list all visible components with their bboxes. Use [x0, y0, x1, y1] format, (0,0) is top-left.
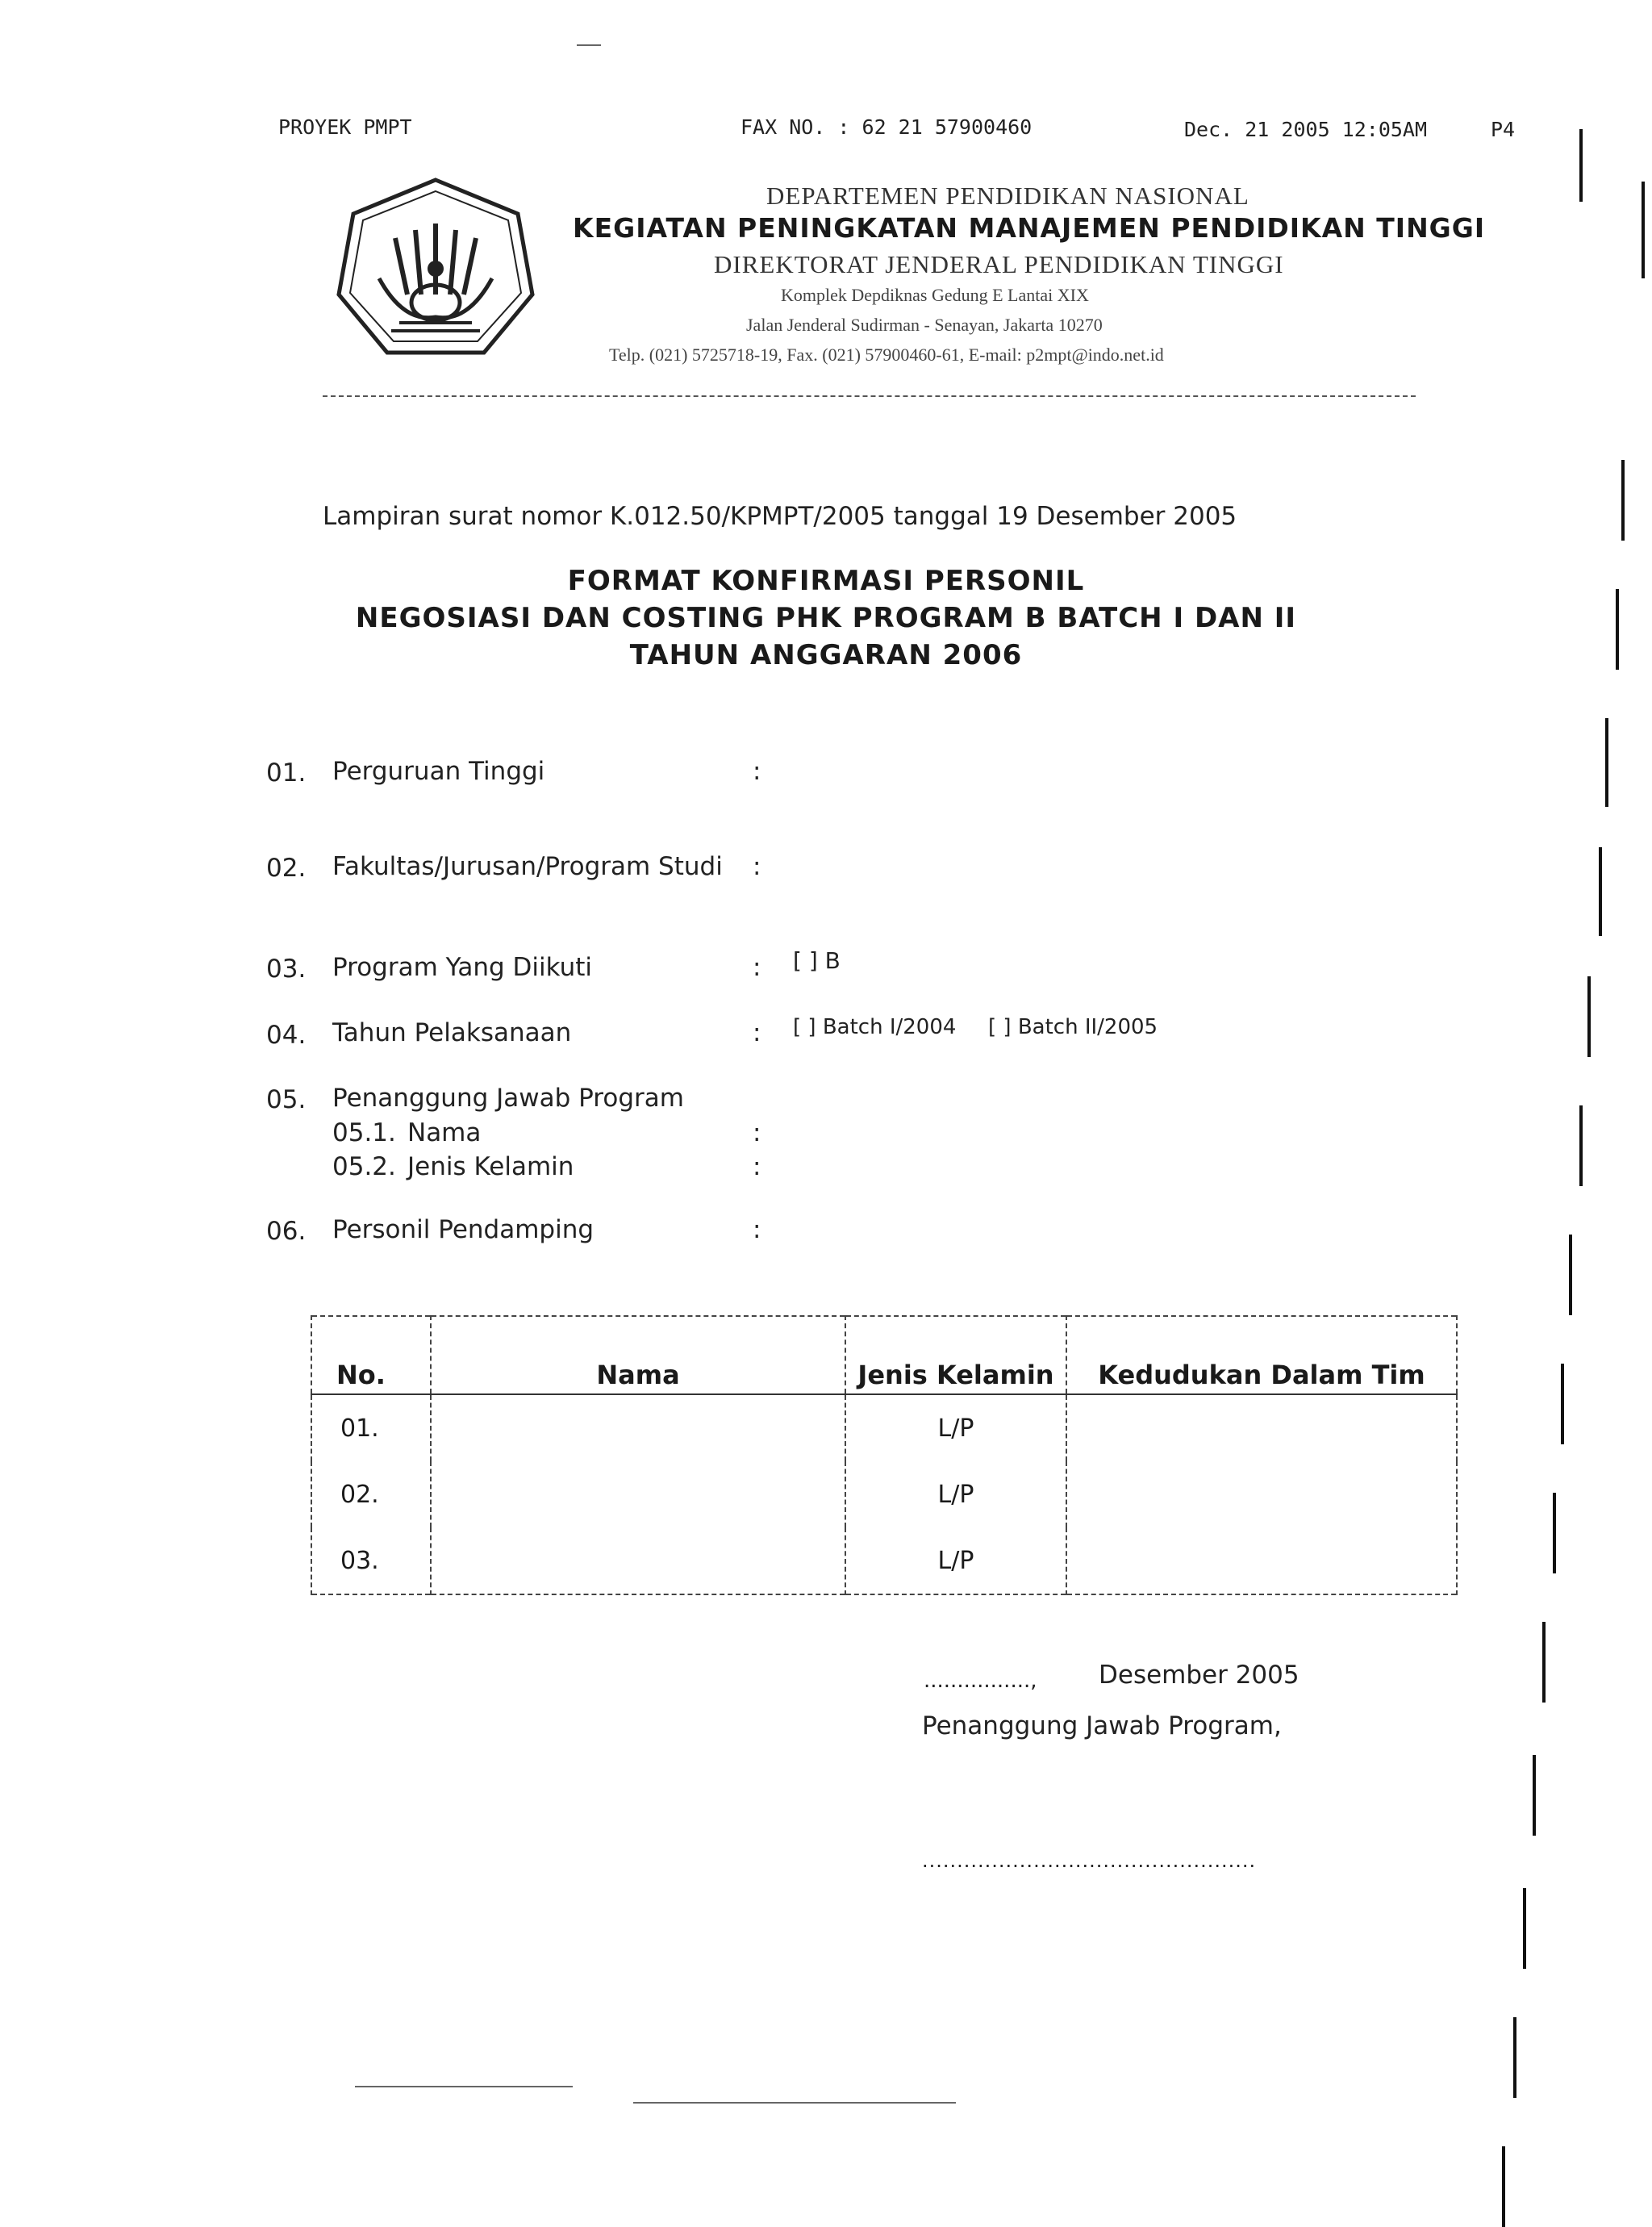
field-03-colon: :: [753, 953, 761, 982]
field-05-2-number: 05.2.: [332, 1152, 396, 1181]
field-personil-pendamping-label: Personil Pendamping: [332, 1215, 594, 1244]
scan-artifact-bar: [1513, 2017, 1516, 2098]
scan-artifact-bar: [1621, 460, 1625, 541]
field-03-number: 03.: [266, 955, 307, 984]
scan-artifact-bar: [1561, 1364, 1564, 1444]
column-header-kedudukan: Kedudukan Dalam Tim: [1066, 1316, 1457, 1394]
row-number: 01.: [311, 1394, 431, 1461]
row-kedudukan-cell[interactable]: [1066, 1461, 1457, 1527]
letterhead-divider: [323, 395, 1416, 397]
row-kedudukan-cell[interactable]: [1066, 1527, 1457, 1594]
scan-artifact-line: [355, 2086, 573, 2087]
scan-artifact-bar: [1579, 1105, 1583, 1186]
fax-page: P4: [1491, 118, 1516, 141]
row-number: 02.: [311, 1461, 431, 1527]
letterhead-program: KEGIATAN PENINGKATAN MANAJEMEN PENDIDIKAN TINGGI: [573, 212, 1486, 244]
row-jenis-kelamin-cell[interactable]: L/P: [845, 1527, 1066, 1594]
table-row: [311, 1394, 1457, 1461]
signature-line: ................................................: [922, 1849, 1257, 1872]
scan-artifact-bar: [1579, 129, 1583, 202]
letterhead-contact: Telp. (021) 5725718-19, Fax. (021) 57900460-61, E-mail: p2mpt@indo.net.id: [609, 345, 1164, 365]
scan-artifact-bar: [1569, 1235, 1572, 1315]
scan-artifact-bar: [1642, 182, 1645, 278]
field-05-1-colon: :: [753, 1118, 761, 1147]
signature-role: Penanggung Jawab Program,: [922, 1711, 1282, 1740]
program-b-checkbox[interactable]: [ ] B: [793, 947, 841, 974]
scan-artifact-bar: [1587, 976, 1591, 1057]
field-04-number: 04.: [266, 1021, 307, 1050]
form-title-line-1: FORMAT KONFIRMASI PERSONIL: [567, 565, 1085, 597]
field-06-colon: :: [753, 1215, 761, 1244]
field-tahun-label: Tahun Pelaksanaan: [332, 1018, 572, 1047]
fax-datetime: Dec. 21 2005 12:05AM: [1184, 118, 1428, 141]
field-jenis-kelamin-label: Jenis Kelamin: [407, 1152, 574, 1181]
attachment-reference: Lampiran surat nomor K.012.50/KPMPT/2005 tanggal 19 Desember 2005: [323, 502, 1237, 531]
scan-artifact-line: [633, 2102, 956, 2104]
scan-artifact-bar: [1616, 589, 1619, 670]
batch-2-checkbox[interactable]: [ ] Batch II/2005: [988, 1015, 1158, 1039]
row-nama-cell[interactable]: [431, 1527, 845, 1594]
scan-artifact-bar: [1523, 1888, 1526, 1969]
row-jenis-kelamin-cell[interactable]: L/P: [845, 1394, 1066, 1461]
scan-artifact-bar: [1553, 1493, 1556, 1573]
row-jenis-kelamin-cell[interactable]: L/P: [845, 1461, 1066, 1527]
column-header-nama: Nama: [431, 1316, 845, 1394]
table-row: [311, 1527, 1457, 1594]
field-01-number: 01.: [266, 758, 307, 788]
letterhead-address-1: Komplek Depdiknas Gedung E Lantai XIX: [781, 285, 1089, 305]
letterhead-address-2: Jalan Jenderal Sudirman - Senayan, Jakarta 10270: [746, 315, 1103, 335]
table-row: [311, 1461, 1457, 1527]
row-nama-cell[interactable]: [431, 1461, 845, 1527]
field-02-colon: :: [753, 852, 761, 881]
batch-1-checkbox[interactable]: [ ] Batch I/2004: [793, 1015, 957, 1039]
column-header-jenis-kelamin: Jenis Kelamin: [845, 1316, 1066, 1394]
field-penanggung-jawab-label: Penanggung Jawab Program: [332, 1084, 684, 1113]
fax-number: FAX NO. : 62 21 57900460: [740, 115, 1032, 139]
personnel-table: [311, 1315, 1458, 1595]
scan-artifact-bar: [1605, 718, 1608, 807]
row-number: 03.: [311, 1527, 431, 1594]
field-01-colon: :: [753, 757, 761, 786]
field-04-colon: :: [753, 1018, 761, 1047]
form-title-line-2: NEGOSIASI DAN COSTING PHK PROGRAM B BATCH I DAN II: [355, 602, 1297, 634]
signature-place-dots: ................,: [924, 1669, 1037, 1693]
field-06-number: 06.: [266, 1217, 307, 1246]
scan-artifact-bar: [1533, 1755, 1536, 1836]
field-05-number: 05.: [266, 1085, 307, 1114]
field-fakultas-label: Fakultas/Jurusan/Program Studi: [332, 852, 723, 881]
form-title-line-3: TAHUN ANGGARAN 2006: [629, 639, 1023, 671]
fax-sender: PROYEK PMPT: [278, 115, 412, 139]
row-kedudukan-cell[interactable]: [1066, 1394, 1457, 1461]
field-05-1-number: 05.1.: [332, 1118, 396, 1147]
field-program-label: Program Yang Diikuti: [332, 953, 593, 982]
field-02-number: 02.: [266, 854, 307, 883]
table-header-row: [311, 1316, 1457, 1394]
field-nama-label: Nama: [407, 1118, 482, 1147]
field-05-2-colon: :: [753, 1152, 761, 1181]
scan-artifact-bar: [1542, 1622, 1546, 1703]
letterhead-ministry: DEPARTEMEN PENDIDIKAN NASIONAL: [766, 182, 1249, 210]
scan-artifact-bar: [1599, 847, 1602, 936]
letterhead-directorate: DIREKTORAT JENDERAL PENDIDIKAN TINGGI: [714, 250, 1284, 278]
tut-wuri-handayani-logo: [331, 173, 540, 367]
signature-date: Desember 2005: [1099, 1661, 1299, 1690]
field-perguruan-tinggi-label: Perguruan Tinggi: [332, 757, 545, 786]
row-nama-cell[interactable]: [431, 1394, 845, 1461]
column-header-no: No.: [311, 1316, 431, 1394]
scan-artifact-bar: [1502, 2146, 1505, 2227]
scan-artifact-line: [577, 44, 601, 46]
